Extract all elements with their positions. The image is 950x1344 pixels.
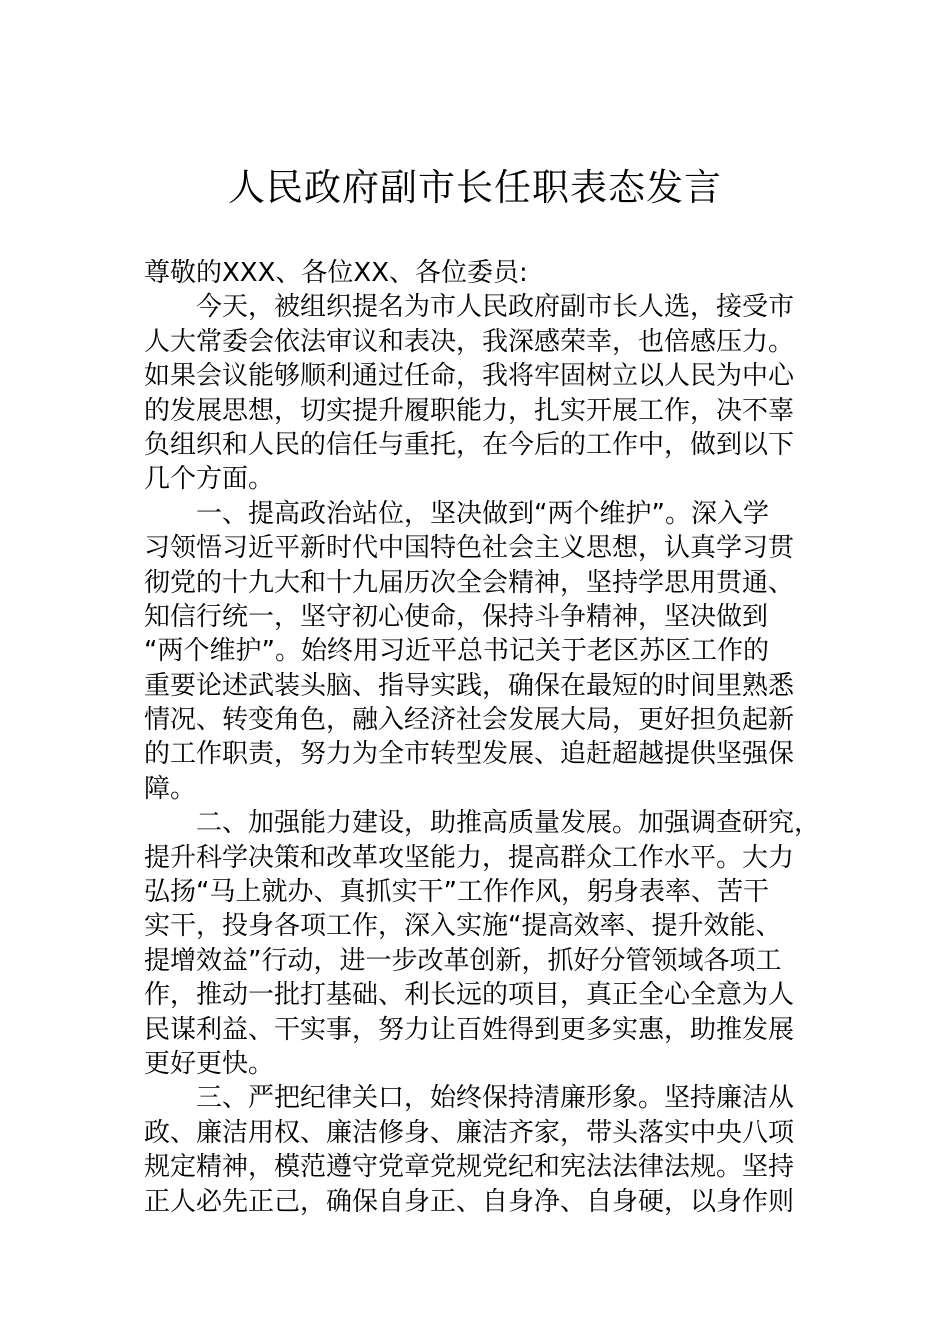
paragraph-line: 知信行统一，坚守初心使命，保持斗争精神，坚决做到 bbox=[144, 601, 769, 632]
section-heading-line: 二、加强能力建设，助推高质量发展。加强调查研究， bbox=[196, 808, 821, 839]
paragraph-line: 民谋利益、干实事，努力让百姓得到更多实惠，助推发展 bbox=[144, 1014, 795, 1045]
paragraph-line: 的工作职责，努力为全市转型发展、追赶超越提供坚强保 bbox=[144, 739, 795, 770]
paragraph-line: 人大常委会依法审议和表决，我深感荣幸，也倍感压力。 bbox=[144, 326, 795, 357]
paragraph-line: 提升科学决策和改革攻坚能力，提高群众工作水平。大力 bbox=[144, 842, 795, 873]
paragraph-line: 如果会议能够顺利通过任命，我将牢固树立以人民为中心 bbox=[144, 361, 795, 392]
paragraph-line: 习领悟习近平新时代中国特色社会主义思想，认真学习贯 bbox=[144, 533, 795, 564]
paragraph-line: “两个维护”。始终用习近平总书记关于老区苏区工作的 bbox=[144, 636, 769, 667]
section-heading-line: 三、严把纪律关口，始终保持清廉形象。坚持廉洁从 bbox=[196, 1083, 795, 1114]
paragraph-line: 今天，被组织提名为市人民政府副市长人选，接受市 bbox=[196, 292, 795, 323]
paragraph-line: 负组织和人民的信任与重托，在今后的工作中，做到以下 bbox=[144, 429, 795, 460]
section-heading-line: 一、提高政治站位，坚决做到“两个维护”。深入学 bbox=[196, 498, 769, 529]
paragraph-line: 提增效益”行动，进一步改革创新，抓好分管领域各项工 bbox=[144, 945, 782, 976]
paragraph-line: 几个方面。 bbox=[144, 464, 275, 495]
paragraph-line: 情况、转变角色，融入经济社会发展大局，更好担负起新 bbox=[144, 705, 795, 736]
paragraph-line: 重要论述武装头脑、指导实践，确保在最短的时间里熟悉 bbox=[144, 670, 795, 701]
paragraph-line: 政、廉洁用权、廉洁修身、廉洁齐家，带头落实中央八项 bbox=[144, 1117, 795, 1148]
paragraph-line: 更好更快。 bbox=[144, 1048, 275, 1079]
document-title: 人民政府副市长任职表态发言 bbox=[228, 166, 722, 209]
paragraph-line: 正人必先正己，确保自身正、自身净、自身硬，以身作则 bbox=[144, 1186, 795, 1217]
paragraph-line: 实干，投身各项工作，深入实施“提高效率、提升效能、 bbox=[144, 911, 782, 942]
paragraph-line: 作，推动一批打基础、利长远的项目，真正全心全意为人 bbox=[144, 980, 795, 1011]
salutation-line: 尊敬的XXX、各位XX、各位委员: bbox=[144, 258, 528, 288]
paragraph-line: 弘扬“马上就办、真抓实干”工作作风，躬身表率、苦干 bbox=[144, 877, 769, 908]
document-body bbox=[144, 256, 821, 1219]
paragraph-line: 的发展思想，切实提升履职能力，扎实开展工作，决不辜 bbox=[144, 395, 795, 426]
paragraph-line: 规定精神，模范遵守党章党规党纪和宪法法律法规。坚持 bbox=[144, 1152, 795, 1183]
paragraph-line: 障。 bbox=[144, 773, 197, 804]
paragraph-line: 彻党的十九大和十九届历次全会精神，坚持学思用贯通、 bbox=[144, 567, 795, 598]
